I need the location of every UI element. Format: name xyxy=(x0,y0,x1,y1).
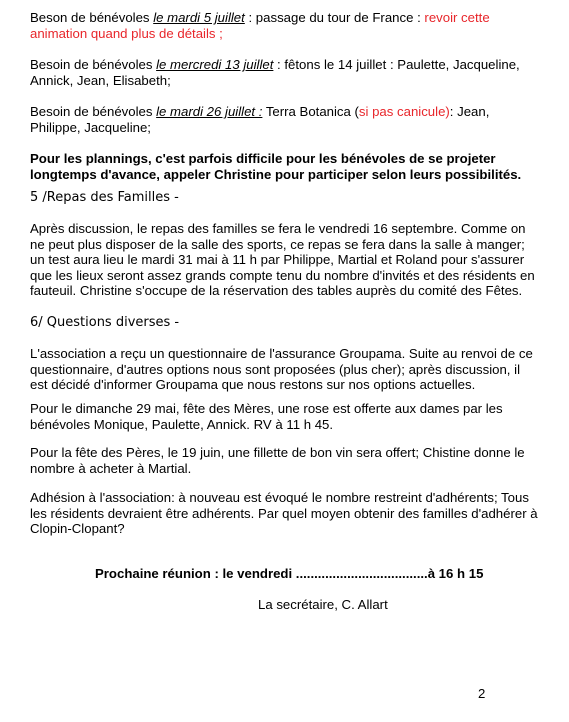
red-note: si pas canicule) xyxy=(358,104,450,119)
signature: La secrétaire, C. Allart xyxy=(258,597,388,612)
section-6-paragraph-4: Adhésion à l'association: à nouveau est évoqué le nombre restreint d'adhérents; Tous les résidents devraient être adhérents. Par quel moyen obtenir des familles d'adhérer à Clopin-Clopant? xyxy=(30,490,538,536)
page-number: 2 xyxy=(478,686,486,701)
section-6-paragraph-1: L'association a reçu un questionnaire de l'assurance Groupama. Suite au renvoi de ce questionnaire, d'autres options nous sont proposées (plus cher); après discussion, il est décidé d'informer Groupama que nous restons sur nos options actuelles. xyxy=(30,346,533,392)
section-5-paragraph: Après discussion, le repas des familles se fera le vendredi 16 septembre. Comme on ne peut plus disposer de la salle des sports, ce repas se fera dans la salle à manger; un test aura lieu le mardi 31 mai à 11 h par Philippe, Martial et Roland pour s'assurer que les lieux seront assez grands compte tenu du nombre d'invités et des résidents en fauteuil. Christine s'occupe de la réservation des tables auprès du comité des Fêtes. xyxy=(30,221,535,298)
date-july-13: le mercredi 13 juillet xyxy=(156,57,274,72)
text-rest: : Jean, Philippe, Jacqueline; xyxy=(30,104,490,135)
next-meeting: Prochaine réunion : le vendredi ....................................à 16 h 15 xyxy=(95,566,484,581)
section-6-paragraph-3: Pour la fête des Pères, le 19 juin, une fillette de bon vin sera offert; Chistine donne le nombre à acheter à Martial. xyxy=(30,445,525,476)
section-5-heading: 5 /Repas des Familles - xyxy=(30,190,179,205)
text-mid: : passage du tour de France : xyxy=(244,10,425,25)
text-prefix: Beson de bénévoles xyxy=(30,10,154,25)
section-6-heading: 6/ Questions diverses - xyxy=(30,315,180,330)
date-july-26: le mardi 26 juillet : xyxy=(156,104,263,119)
red-note: revoir cette animation quand plus de détails ; xyxy=(30,10,490,41)
volunteers-july-5 xyxy=(30,10,540,41)
text-prefix: Besoin de bénévoles xyxy=(30,104,157,119)
text-rest: : fêtons le 14 juillet : Paulette, Jacqueline, Annick, Jean, Elisabeth; xyxy=(30,57,520,88)
volunteers-july-26 xyxy=(30,104,540,135)
volunteers-july-13 xyxy=(30,57,540,88)
planning-note: Pour les plannings, c'est parfois difficile pour les bénévoles de se projeter longtemps d'avance, appeler Christine pour participer selon leurs possibilités. xyxy=(30,151,522,182)
section-6-paragraph-2: Pour le dimanche 29 mai, fête des Mères, une rose est offerte aux dames par les bénévoles Monique, Paulette, Annick. RV à 11 h 45. xyxy=(30,401,503,432)
text-mid: Terra Botanica ( xyxy=(262,104,359,119)
date-july-5: le mardi 5 juillet xyxy=(153,10,245,25)
text-prefix: Besoin de bénévoles xyxy=(30,57,157,72)
